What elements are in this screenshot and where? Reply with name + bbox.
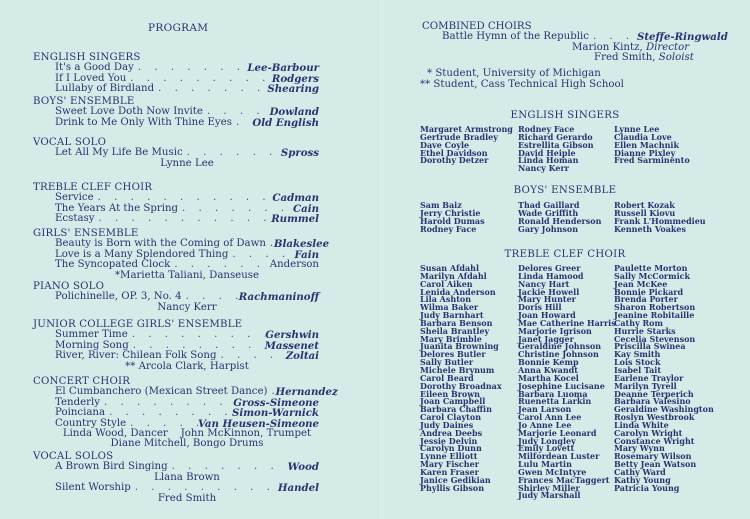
member-name: Mae Catherine Harris [518,317,616,328]
composer: Dowland [269,106,319,119]
leader-dots [128,330,266,340]
leader-dots [95,214,272,224]
leader-dots [100,398,233,408]
leader-dots [232,118,252,128]
composer: Rodgers [271,72,319,85]
composer: Handel [277,482,319,495]
member-name: Ethel Davidson [420,147,488,158]
composer: Wood [287,461,319,474]
piece-title: Lullaby of Birdland [55,83,155,95]
member-name: Judy Daines [420,419,474,430]
roster-page [380,0,750,519]
roster-heading: TREBLE CLEF CHOIR [504,249,626,260]
member-name: Jackie Howell [518,286,580,297]
member-name: Thad Gaillard [518,200,580,210]
member-name: Gertrude Bradley [420,131,498,142]
member-name: Doris Hill [518,302,562,313]
composer: Gershwin [265,329,319,342]
member-name: Joan Howard [518,310,576,321]
piece-title: Poinciana [55,407,106,419]
member-name: Jean McKee [614,278,668,289]
member-name: Judy Barnhart [420,310,484,321]
performer: Llana Brown [154,471,220,483]
section-heading: TREBLE CLEF CHOIR [33,182,153,193]
member-name: Linda Hamood [518,270,584,281]
member-name: Ronald Henderson [518,215,602,226]
roster-names [420,126,690,173]
member-name: Martha Kocel [518,372,579,383]
member-name: Linda White [614,419,669,430]
member-name: Cecelia Stevenson [614,333,696,344]
program-section [33,97,319,128]
member-name: Sally McCormick [614,270,691,281]
composer: Simon-Warnick [232,407,319,420]
member-name: Geraldine Johnson [518,341,602,352]
member-name: Carol Beard [420,372,474,383]
piece-title: The Years At the Spring [55,202,179,214]
member-name: Wade Griffith [518,207,579,218]
member-name: Janet Jagger [518,333,574,344]
member-name: Lulu Martin [518,459,572,470]
member-name: Margaret Armstrong [420,124,513,134]
member-name: Anna Kwandt [518,364,578,375]
member-name: Barbara Chaffin [420,404,492,415]
section-heading: VOCAL SOLOS [33,451,114,462]
member-name: Claudia Love [614,131,672,142]
member-name: Dave Coyle [420,139,470,150]
member-name: Carol Ann Lee [518,412,582,423]
member-name: Kathy Young [614,474,671,485]
section-heading: GIRLS' ENSEMBLE [33,228,139,239]
member-name: Emily Lovett [518,443,575,454]
program-section [33,138,319,169]
member-name: Sally Butler [420,357,474,368]
member-name: Earlene Traylor [614,372,684,383]
composer: Shearing [267,83,319,96]
member-name: Jeanine Robitaille [614,310,695,321]
member-name: Milfordean Luster [518,451,600,462]
program-section [33,320,319,372]
member-name: Hurrie Starks [614,325,676,336]
composer: Lee-Barbour [247,62,319,75]
roster-column [518,126,614,173]
leader-dots [134,63,248,73]
member-name: Frances MacTaggert [518,474,610,485]
piece-title: Morning Song [55,339,129,351]
soloist-line [422,53,722,63]
member-name: Marilyn Afdahl [420,270,487,281]
member-name: Paulette Morton [614,263,688,273]
director-role: Director [645,41,690,53]
member-name: Harold Dumas [420,215,485,226]
footnote: ** Student, Cass Technical High School [420,78,624,90]
program-item [33,214,319,224]
roster-names [420,265,714,500]
piece-title: Let All My Life Be Music [55,147,183,159]
member-name: Lenida Anderson [420,286,496,297]
section-heading: CONCERT CHOIR [33,376,131,387]
roster-column [420,202,518,233]
member-name: Linda Homan [518,155,579,166]
footnotes [420,69,624,90]
member-name: Marjorie Igrison [518,325,592,336]
member-name: Geraldine Washington [614,404,714,415]
member-name: Jean Larson [518,404,572,415]
composer: Zoltai [285,350,319,363]
program-section [33,228,330,281]
composer: Steffe-Ringwald [636,31,728,44]
member-name: Rodney Face [518,124,575,134]
piece-title: Polichinelle, OP. 3, No. 4 [55,291,182,303]
member-name: Roslyn Westbrook [614,412,695,423]
member-name: Mary Wynn [614,443,665,454]
roster-heading: ENGLISH SINGERS [510,110,620,121]
member-name: Nancy Hart [518,278,570,289]
member-name: Josephine Lucisane [518,380,605,391]
performer: Diane Mitchell, Bongo Drums [110,438,264,450]
piece-title: Sweet Love Doth Now Invite [55,106,203,118]
program-section [33,282,319,313]
composer: Fain [294,248,319,261]
member-name: Lois Stock [614,357,661,368]
member-name: Robert Kozak [614,200,675,210]
member-name: Joan Campbell [420,396,486,407]
member-name: Carol Clayton [420,412,482,423]
roster-column [614,265,714,500]
member-name: Rosemary Wilson [614,451,692,462]
piece-title: A Brown Bird Singing [55,461,168,473]
composer: Gross-Simeone [233,396,319,409]
program-section [33,376,338,450]
member-name: Lynne Elliott [420,451,478,462]
soloist-role: Soloist [658,52,694,64]
member-name: Bonnie Pickard [614,286,684,297]
member-name: Phyllis Gibson [420,482,485,493]
member-name: Nancy Kerr [518,163,569,174]
composer: Massenet [264,339,319,352]
member-name: Barbara Valesino [614,396,691,407]
piece-title: If I Loved You [55,72,127,84]
program-item [33,84,319,94]
section-heading: JUNIOR COLLEGE GIRLS' ENSEMBLE [33,319,243,330]
member-name: Patricia Young [614,482,680,493]
member-name: Delores Butler [420,349,486,360]
member-name: Gwen McIntyre [518,466,587,477]
piece-title: El Cumbanchero (Mexican Street Dance) [55,386,268,398]
member-name: Deanne Terperich [614,388,694,399]
piece-title: Tenderly [55,396,101,408]
program-section [33,452,319,504]
member-name: Kay Smith [614,349,661,360]
composer: Cadman [272,192,319,205]
member-name: Jessie Delvin [420,435,478,446]
member-name: Cathy Ward [614,466,666,477]
member-name: Frank L'Hommedieu [614,215,706,226]
member-name: Sam Baiz [420,200,462,210]
member-name: Brenda Porter [614,294,678,305]
roster-column [518,202,614,233]
member-name: Delores Greer [518,263,581,273]
program-title: PROGRAM [148,22,209,34]
composer: Anderson [269,259,319,271]
performer: *Marietta Taliani, Danseuse [114,269,260,281]
member-name: Sheila Brantley [420,325,490,336]
program-item [33,118,319,128]
performer: ** Arcola Clark, Harpist [125,360,249,372]
member-name: Janice Gedikian [420,474,491,485]
section-heading: PIANO SOLO [33,281,105,292]
program-section [33,183,319,225]
performer: Nancy Kerr [157,301,217,313]
section-heading: ENGLISH SINGERS [33,52,141,63]
roster-heading: BOYS' ENSEMBLE [513,185,617,196]
composer: Rachmaninoff [238,291,319,304]
member-name: Sharon Robertson [614,302,696,313]
member-name: Judy Longley [518,435,576,446]
piece-title: Battle Hymn of the Republic [442,31,589,43]
member-name: Jo Anne Lee [518,419,572,430]
member-name: Mary Brimble [420,333,482,344]
member-name: Shirley Miller [518,482,580,493]
piece-title: It's a Good Day [55,62,134,74]
roster-column [518,265,614,500]
performer: Linda Wood, Dancer John McKinnon, Trumpet [62,428,312,440]
composer: Van Heusen-Simeone [197,417,319,430]
section-heading: COMBINED CHOIRS [422,21,532,32]
member-name: Lila Ashton [420,294,472,305]
member-name: Cathy Rom [614,317,663,328]
composer: Spross [280,147,319,160]
member-name: Ruenetta Larkin [518,396,592,407]
member-name: Estrellita Gibson [518,139,594,150]
soloist-name: Fred Smith, [594,52,656,64]
member-name: Fred Sarminento [614,155,690,166]
member-name: Karen Fraser [420,466,479,477]
member-name: Carolyn Wright [614,427,683,438]
member-name: Juanita Browning [420,341,499,352]
member-name: Dianne Pixley [614,147,676,158]
combined-choirs-section [422,21,728,64]
member-name: Ellen Machnik [614,139,679,150]
member-name: Betty Jean Watson [614,459,697,470]
member-name: Dorothy Detzer [420,155,489,166]
piece-title: Service [55,192,94,204]
piece-title: River, River: Chilean Folk Song [55,350,217,362]
member-name: Barbara Benson [420,317,493,328]
member-name: Carolyn Dunn [420,443,482,454]
member-name: Mary Hunter [518,294,576,305]
piece-title: Love is a Many Splendored Thing [55,248,229,260]
leader-dots [266,239,274,249]
member-name: Lynne Lee [614,124,660,134]
member-name: Mary Fischer [420,459,479,470]
member-name: Andrea Deebs [420,427,483,438]
member-name: Susan Afdahl [420,263,480,273]
roster-column [420,265,518,500]
member-name: Priscilla Swinea [614,341,686,352]
member-name: Bonnie Kemp [518,357,579,368]
roster-column [614,202,706,233]
member-name: Russell Kiovu [614,207,676,218]
piece-title: Summer Time [55,329,128,341]
director-name: Marion Kintz, [572,41,643,53]
piece-title: Country Style [55,417,127,429]
footnote: * Student, University of Michigan [427,68,601,79]
composer: Blakeslee [273,238,330,251]
member-name: Christine Johnson [518,349,599,360]
member-name: Judy Marshall [518,490,581,501]
composer: Rummel [271,213,319,226]
member-name: Gary Johnson [518,223,579,234]
member-name: Eileen Brown [420,388,480,399]
member-name: Wilma Baker [420,302,479,313]
member-name: Dorothy Broadnax [420,380,502,391]
member-name: Carol Aiken [420,278,473,289]
member-name: Richard Gerardo [518,131,593,142]
roster-column [420,126,518,173]
composer: Old English [252,116,319,129]
section-heading: VOCAL SOLO [33,137,107,148]
member-name: Barbara Luoma [518,388,588,399]
performer: Fred Smith [157,492,217,504]
leader-dots [154,84,267,94]
member-name: Marjorie Leonard [518,427,597,438]
member-name: Kenneth Voakes [614,223,687,234]
member-name: Rodney Face [420,223,477,234]
member-name: Michele Brynum [420,364,495,375]
piece-title: Drink to Me Only With Thine Eyes [55,116,232,128]
member-name: Jerry Christie [420,207,481,218]
performer: Lynne Lee [160,157,214,169]
composer: Hernandez [275,386,338,399]
piece-title: The Syncopated Clock [55,259,171,271]
roster-names [420,202,706,233]
member-name: David Heiple [518,147,576,158]
section-heading: BOYS' ENSEMBLE [33,96,135,107]
piece-title: Beauty is Born with the Coming of Dawn [55,238,266,250]
member-name: Marilyn Tyrell [614,380,677,391]
composer: Cain [293,202,319,215]
member-name: Isabel Tait [614,364,662,375]
piece-title: Silent Worship [55,482,131,494]
program-section [33,53,319,95]
roster-column [614,126,690,173]
member-name: Constance Wright [614,435,695,446]
piece-title: Ecstasy [55,213,95,225]
